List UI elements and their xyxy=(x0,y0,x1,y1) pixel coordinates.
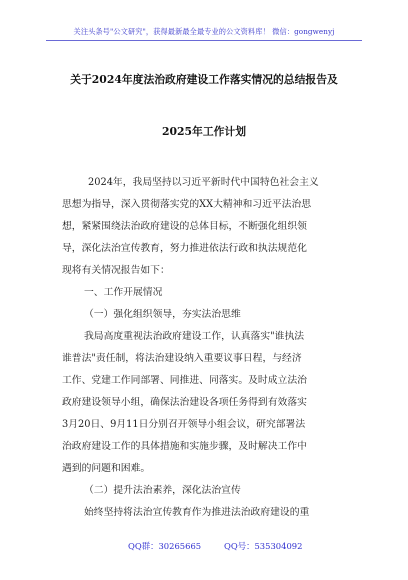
footer-qq-group: QQ群：30265665 xyxy=(128,541,202,551)
footer-qq-number: QQ号：535304092 xyxy=(224,541,303,551)
body-line: 始终坚持将法治宣传教育作为推进法治政府建设的重 xyxy=(84,507,310,518)
header-banner: 关注头条号"公文研究"，获得最新最全最专业的公文资料库！ 微信：gongwenyj xyxy=(73,27,335,36)
body-line: 谁普法"责任制，将法治建设纳入重要议事日程，与经济 xyxy=(62,353,302,364)
section-heading: 一、工作开展情况 xyxy=(84,287,163,298)
body-line: 3月20日、9月11日分别召开领导小组会议，研究部署法 xyxy=(62,419,306,430)
subsection-heading: （一）强化组织领导，夯实法治思维 xyxy=(84,309,241,320)
body-line: 思想为指导，深入贯彻落实党的XX大精神和习近平法治思 xyxy=(62,199,312,210)
body-line: 遇到的问题和困难。 xyxy=(62,463,151,474)
document-title-line-2: 2025年工作计划 xyxy=(161,125,247,138)
body-line: 政府建设领导小组，确保法治建设各项任务得到有效落实 xyxy=(62,397,307,408)
body-line: 现将有关情况报告如下： xyxy=(62,265,170,276)
body-line: 工作、党建工作同部署、同推进、同落实。及时成立法治 xyxy=(62,375,307,386)
header-rule xyxy=(46,40,362,41)
body-line: 2024年，我局坚持以习近平新时代中国特色社会主义 xyxy=(88,177,319,188)
body-line: 想，紧紧围绕法治政府建设的总体目标，不断强化组织领 xyxy=(62,221,307,232)
subsection-heading: （二）提升法治素养，深化法治宣传 xyxy=(84,485,241,496)
body-line: 治政府建设工作的具体措施和实施步骤，及时解决工作中 xyxy=(62,441,307,452)
body-line: 我局高度重视法治政府建设工作，认真落实"谁执法 xyxy=(84,331,305,342)
body-line: 导，深化法治宣传教育，努力推进依法行政和执法规范化 xyxy=(62,243,307,254)
document-title-line-1: 关于2024年度法治政府建设工作落实情况的总结报告及 xyxy=(70,73,338,86)
